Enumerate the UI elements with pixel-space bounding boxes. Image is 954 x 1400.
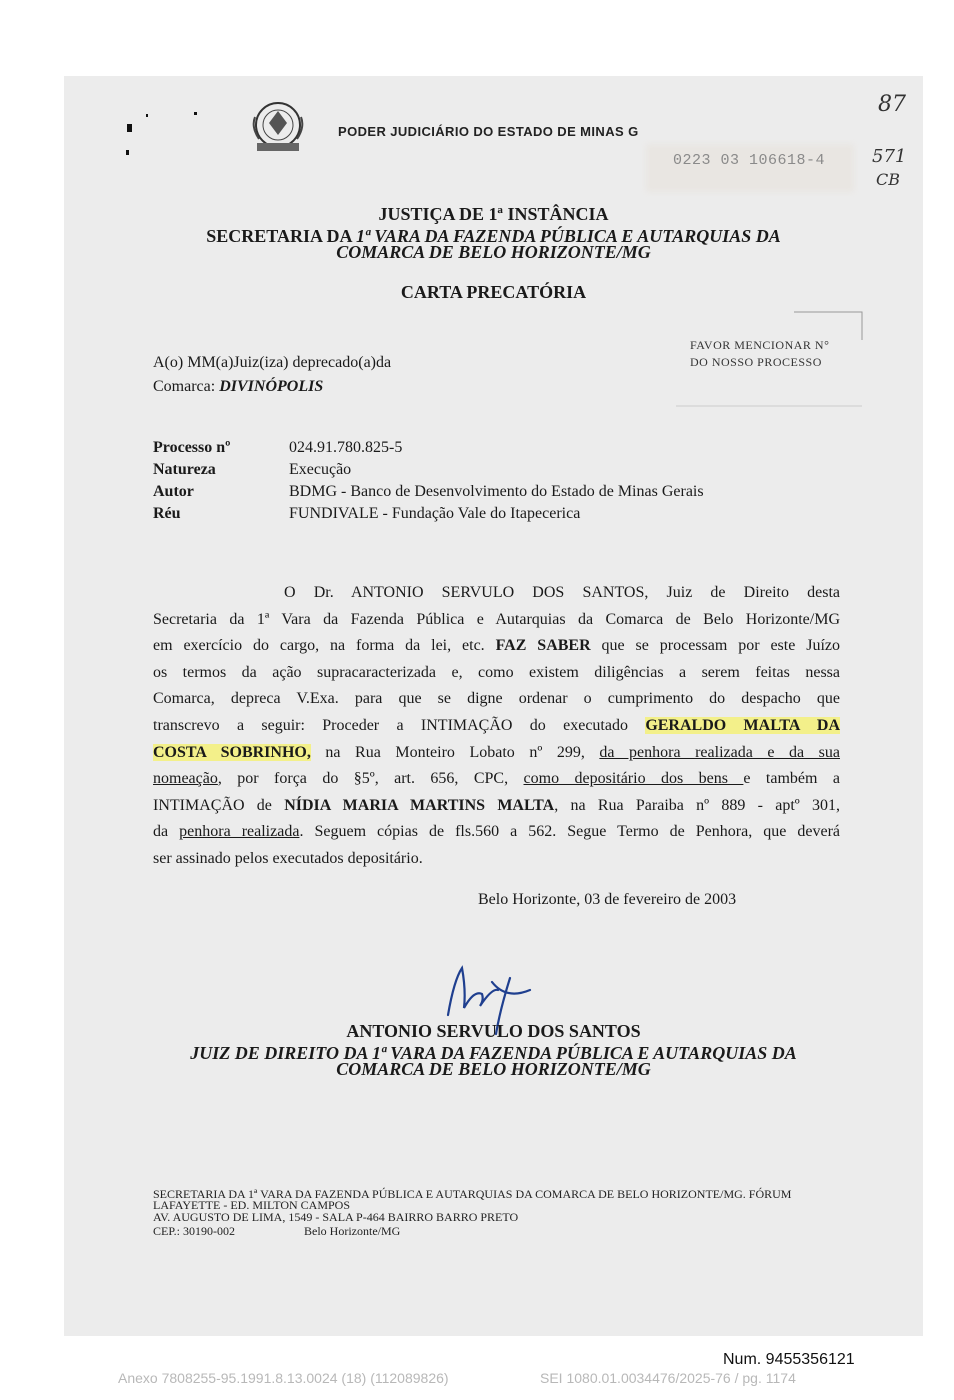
footer-line-3: AV. AUGUSTO DE LIMA, 1549 - SALA P-464 BAIRRO BARRO PRETO <box>153 1210 519 1224</box>
body-text: INTIMAÇÃO de <box>153 796 285 814</box>
body-line: Secretaria da 1ª Vara da Fazenda Pública e Autarquias da Comarca de Belo Horizonte/MG <box>153 610 840 628</box>
addressee-line: A(o) MM(a)Juiz(iza) deprecado(a)da <box>153 354 392 371</box>
processo-value: 024.91.780.825-5 <box>289 439 403 456</box>
reu-label: Réu <box>153 505 181 522</box>
reu-value: FUNDIVALE - Fundação Vale do Itapecerica <box>289 505 581 522</box>
body-line <box>153 713 840 740</box>
handwritten-initials: CB <box>876 170 900 189</box>
comarca-value: DIVINÓPOLIS <box>219 378 324 395</box>
state-coat-of-arms-icon <box>247 97 309 157</box>
footer-line-2: LAFAYETTE - ED. MILTON CAMPOS <box>153 1198 351 1212</box>
signer-title: JUIZ DE DIREITO DA 1ª VARA DA FAZENDA PÚBLICA E AUTARQUIAS DA <box>190 1043 797 1063</box>
signer-name: ANTONIO SERVULO DOS SANTOS <box>346 1021 641 1041</box>
autor-value: BDMG - Banco de Desenvolvimento do Estado de Minas Gerais <box>289 483 704 500</box>
scan-speck <box>194 112 197 115</box>
executed-name-part1: GERALDO MALTA DA <box>645 716 841 734</box>
second-party-name: NÍDIA MARIA MARTINS MALTA <box>284 796 555 814</box>
body-text: que se processam por este Juízo <box>590 637 841 655</box>
instance-title: JUSTIÇA DE 1ª INSTÂNCIA <box>378 204 609 224</box>
addressee-comarca <box>153 378 323 396</box>
notice-line-1: FAVOR MENCIONAR N° <box>690 338 830 352</box>
secretariat-vara: 1ª VARA DA FAZENDA PÚBLICA E AUTARQUIAS DA <box>355 226 781 246</box>
secretariat-prefix: SECRETARIA DA <box>206 226 356 246</box>
faz-saber: FAZ SABER <box>495 637 591 655</box>
body-line <box>153 819 840 846</box>
protocol-stamp-number: 0223 03 106618-4 <box>673 152 826 169</box>
comarca-label: Comarca: <box>153 378 220 395</box>
body-line: ser assinado pelos executados depositário. <box>153 849 423 867</box>
body-line <box>153 766 840 793</box>
body-text: , na Rua Paraiba nº 889 - aptº 301, <box>554 796 840 814</box>
penhora-underlined: da penhora realizada e da sua <box>599 743 840 761</box>
handwritten-page-number: 571 <box>872 146 907 167</box>
handwritten-mark: 87 <box>878 92 906 117</box>
court-header: PODER JUDICIÁRIO DO ESTADO DE MINAS G <box>338 124 639 139</box>
natureza-label: Natureza <box>153 461 216 478</box>
body-line: os termos da ação supracaracterizada e, como existem diligências a serem feitas nessa <box>153 663 840 681</box>
signer-comarca: COMARCA DE BELO HORIZONTE/MG <box>336 1059 651 1079</box>
notice-line-2: DO NOSSO PROCESSO <box>690 355 822 369</box>
processo-label: Processo nº <box>153 439 231 456</box>
footer-line-1: SECRETARIA DA 1ª VARA DA FAZENDA PÚBLICA E AUTARQUIAS DA COMARCA DE BELO HORIZONTE/MG. FÓRUM <box>153 1187 792 1201</box>
body-line <box>153 633 840 660</box>
depositario-underlined: como depositário dos bens <box>523 770 744 788</box>
document-number: Num. 9455356121 <box>723 1351 855 1368</box>
body-text: e também a <box>743 770 840 788</box>
comarca-title: COMARCA DE BELO HORIZONTE/MG <box>336 242 651 262</box>
notice-box <box>674 310 864 408</box>
body-text: . Seguem cópias de fls.560 a 562. Segue Termo de Penhora, que deverá <box>299 823 841 841</box>
body-line: O Dr. ANTONIO SERVULO DOS SANTOS, Juiz de Direito desta <box>284 584 840 601</box>
letter-date: Belo Horizonte, 03 de fevereiro de 2003 <box>478 891 737 908</box>
scan-speck <box>146 114 148 117</box>
body-text: na Rua Monteiro Lobato nº 299, <box>310 743 600 761</box>
nomeacao-underlined: nomeação <box>153 770 218 788</box>
document-type-title: CARTA PRECATÓRIA <box>400 282 587 302</box>
letter-body <box>153 580 840 873</box>
body-text: , por força do §5º, art. 656, CPC, <box>217 770 524 788</box>
scan-speck <box>127 124 132 132</box>
body-line: Comarca, depreca V.Exa. para que se digne ordenar o cumprimento do despacho que <box>153 690 840 708</box>
executed-name-part2: COSTA SOBRINHO, <box>153 743 311 761</box>
body-line <box>153 793 840 820</box>
autor-label: Autor <box>153 483 194 500</box>
body-text: transcrevo a seguir: Proceder a INTIMAÇÃO do executado <box>153 716 646 734</box>
footer-city: Belo Horizonte/MG <box>304 1224 401 1238</box>
scan-speck <box>126 150 129 155</box>
natureza-value: Execução <box>289 461 352 478</box>
penhora-realizada-underlined: penhora realizada <box>179 823 300 841</box>
body-text: da <box>153 823 180 841</box>
annex-reference: Anexo 7808255-95.1991.8.13.0024 (18) (112089826) <box>118 1370 449 1386</box>
sei-reference: SEI 1080.01.0034476/2025-76 / pg. 1174 <box>540 1370 796 1386</box>
body-line <box>153 740 840 767</box>
body-text: em exercício do cargo, na forma da lei, etc. <box>153 637 496 655</box>
footer-cep: CEP.: 30190-002 <box>153 1224 236 1238</box>
